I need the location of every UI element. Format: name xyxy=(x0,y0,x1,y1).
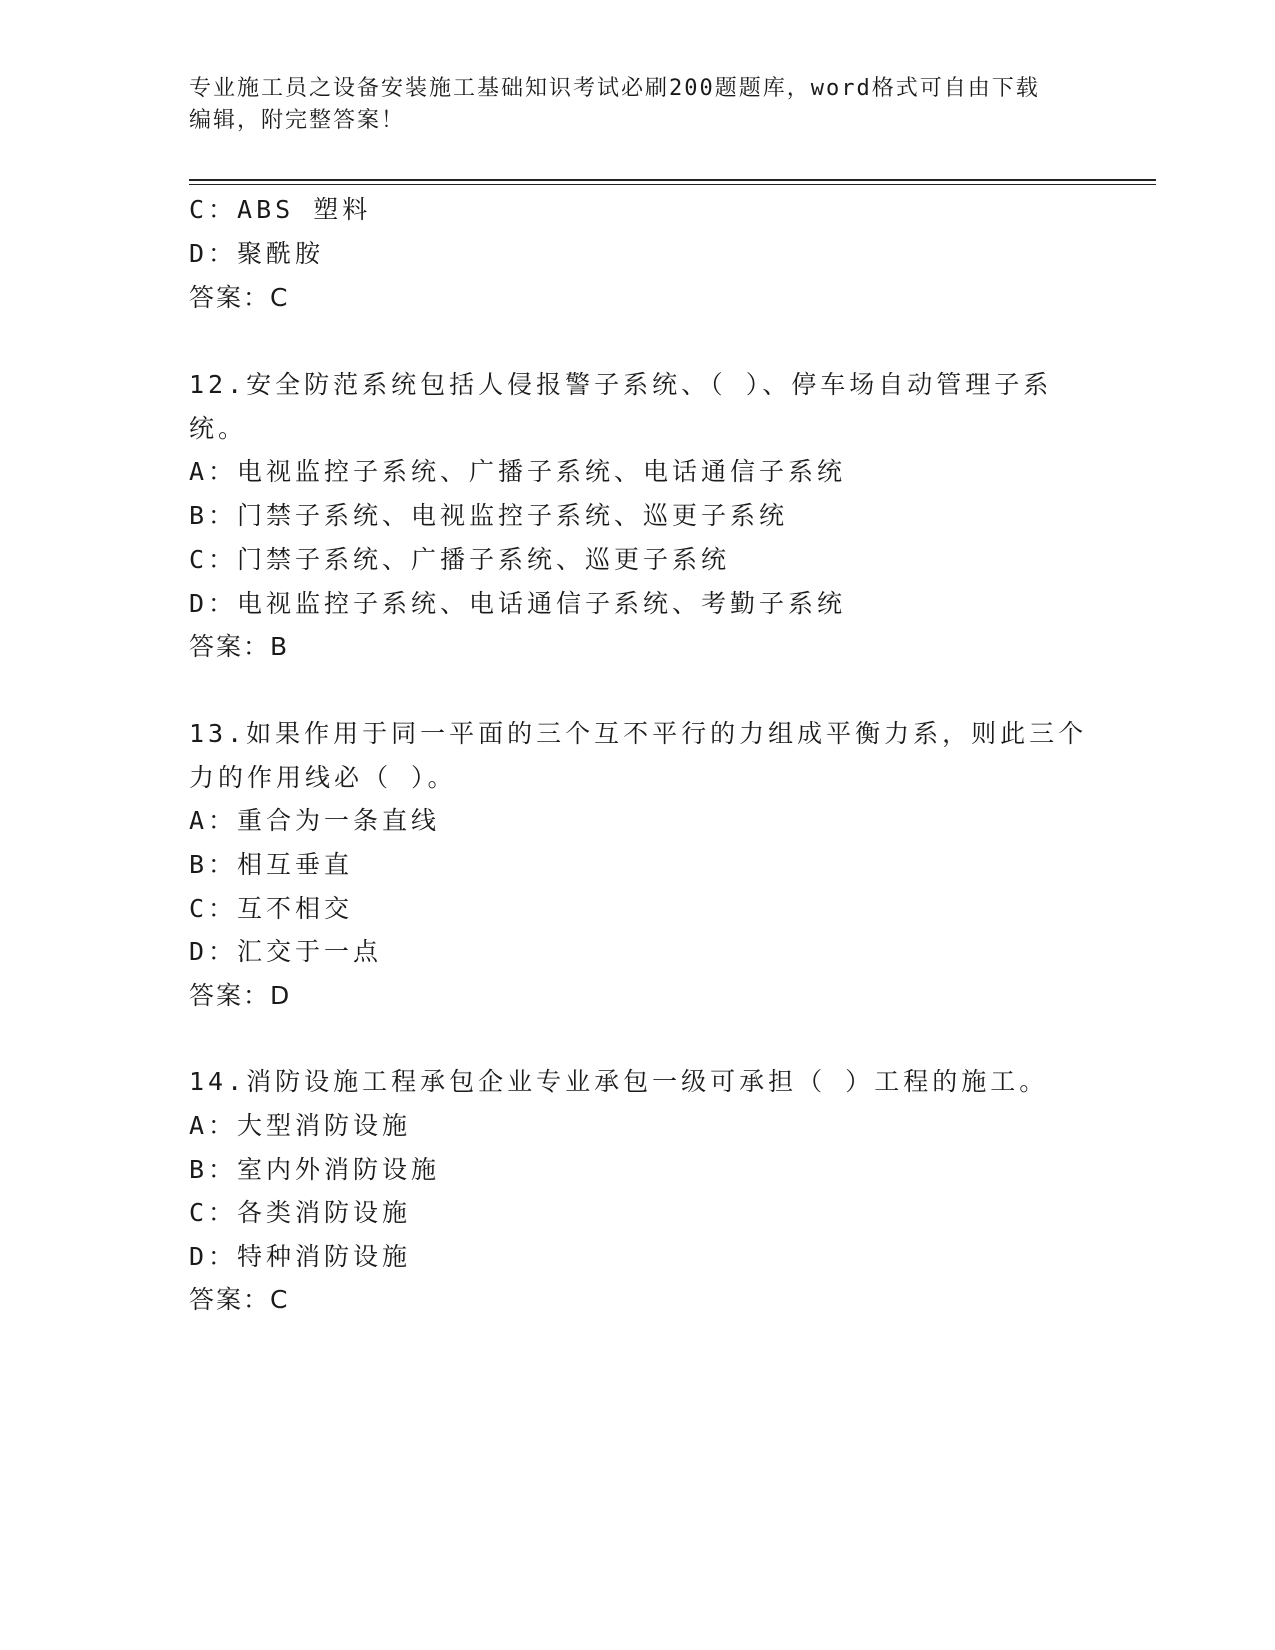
header-title-line-2: 编辑，附完整答案！ xyxy=(189,108,406,133)
q12-option-c: C：门禁子系统、广播子系统、巡更子系统 xyxy=(189,545,731,574)
q13-stem-line-1: 13.如果作用于同一平面的三个互不平行的力组成平衡力系，则此三个 xyxy=(189,719,1088,748)
q14-answer: 答案：C xyxy=(189,1285,290,1314)
header-title-line-1: 专业施工员之设备安装施工基础知识考试必刷200题题库，word格式可自由下载 xyxy=(189,76,1040,101)
q11-answer: 答案：C xyxy=(189,283,290,312)
q12-option-d: D：电视监控子系统、电话通信子系统、考勤子系统 xyxy=(189,589,847,618)
q13-option-c: C：互不相交 xyxy=(189,894,354,923)
q13-answer: 答案：D xyxy=(189,981,292,1010)
q11-option-d: D：聚酰胺 xyxy=(189,239,325,268)
q12-option-a: A：电视监控子系统、广播子系统、电话通信子系统 xyxy=(189,457,847,486)
q12-answer: 答案：B xyxy=(189,632,290,661)
q14-option-d: D：特种消防设施 xyxy=(189,1242,412,1271)
q14-stem-line-1: 14.消防设施工程承包企业专业承包一级可承担（ ）工程的施工。 xyxy=(189,1067,1049,1096)
q14-option-a: A：大型消防设施 xyxy=(189,1111,412,1140)
q13-option-b: B：相互垂直 xyxy=(189,850,354,879)
document-header xyxy=(189,73,1079,137)
header-divider-thin xyxy=(189,184,1156,185)
header-divider-thick xyxy=(189,179,1156,181)
q14-option-c: C：各类消防设施 xyxy=(189,1198,412,1227)
q13-stem-line-2: 力的作用线必（ ）。 xyxy=(189,763,457,792)
q14-option-b: B：室内外消防设施 xyxy=(189,1155,441,1184)
q13-option-d: D：汇交于一点 xyxy=(189,937,383,966)
q11-option-c: C：ABS 塑料 xyxy=(189,195,372,224)
q12-stem-line-1: 12.安全防范系统包括人侵报警子系统、（ ）、停车场自动管理子系 xyxy=(189,370,1053,399)
q13-option-a: A：重合为一条直线 xyxy=(189,806,441,835)
q12-option-b: B：门禁子系统、电视监控子系统、巡更子系统 xyxy=(189,501,789,530)
q12-stem-line-2: 统。 xyxy=(189,414,248,443)
